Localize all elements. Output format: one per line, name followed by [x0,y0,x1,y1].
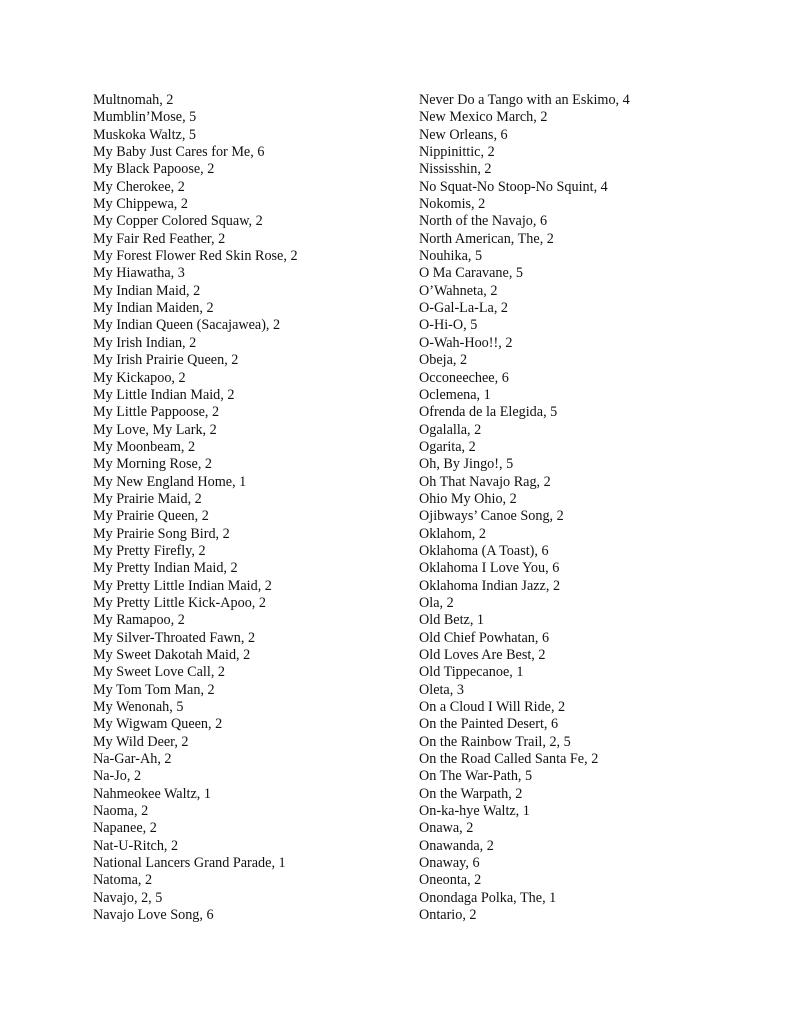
index-entry: Ojibways’ Canoe Song, 2 [419,508,564,525]
index-entry: Na-Jo, 2 [93,768,142,785]
index-entry: Onawa, 2 [419,820,474,837]
index-entry: My Pretty Little Indian Maid, 2 [93,577,272,594]
index-entry: Old Loves Are Best, 2 [419,647,546,663]
index-entry: My Wigwam Queen, 2 [93,716,223,733]
index-entry: My Silver-Throated Fawn, 2 [93,629,256,646]
index-entry: Ontario, 2 [419,907,477,924]
index-entry: My Pretty Little Kick-Apoo, 2 [93,594,266,611]
index-entry: Oklahoma Indian Jazz, 2 [419,577,561,594]
index-entry: O Ma Caravane, 5 [419,265,524,282]
index-entry: My Wenonah, 5 [93,699,184,716]
index-entry: Ogalalla, 2 [419,421,482,438]
index-entry: My Wild Deer, 2 [93,733,189,750]
index-entry: Natoma, 2 [93,872,153,889]
index-entry: Napanee, 2 [93,820,157,837]
index-entry: New Mexico March, 2 [419,109,548,126]
index-entry: Oklahoma I Love You, 6 [419,560,560,577]
index-entry: My Indian Maid, 2 [93,282,201,299]
index-entry: My Hiawatha, 3 [93,265,185,282]
index-column-right [419,92,630,925]
index-entry: North American, The, 2 [419,230,554,247]
index-entry: My Prairie Queen, 2 [93,508,209,525]
index-entry: My Pretty Firefly, 2 [93,542,206,559]
index-entry: Nississhin, 2 [419,161,492,178]
index-entry: On the Warpath, 2 [419,785,523,802]
index-entry: My Forest Flower Red Skin Rose, 2 [93,248,298,265]
index-entry: Na-Gar-Ah, 2 [93,751,172,768]
index-entry: Old Betz, 1 [419,612,485,629]
index-entry: My Indian Maiden, 2 [93,300,214,317]
index-entry: Onawanda, 2 [419,837,494,854]
index-entry: My Moonbeam, 2 [93,438,196,455]
index-entry: Naoma, 2 [93,803,149,820]
index-entry: My Morning Rose, 2 [93,456,213,473]
index-entry: O-Gal-La-La, 2 [419,300,509,317]
index-entry: Oh That Navajo Rag, 2 [419,473,551,490]
index-entry: Oklahoma (A Toast), 6 [419,542,549,559]
index-entry: Navajo Love Song, 6 [93,907,214,924]
index-entry: Oclemena, 1 [419,386,491,403]
index-entry: My Irish Prairie Queen, 2 [93,352,239,369]
index-entry: My Indian Queen (Sacajawea), 2 [93,317,281,334]
index-entry: Ohio My Ohio, 2 [419,490,517,507]
index-entry: Obeja, 2 [419,352,468,369]
index-entry: Multnomah, 2 [93,92,174,108]
index-entry: On The War-Path, 5 [419,768,533,785]
index-entry: Never Do a Tango with an Eskimo, 4 [419,92,630,108]
index-entry: My New England Home, 1 [93,473,247,490]
index-entry: My Irish Indian, 2 [93,334,197,351]
index-entry: Mumblin’Mose, 5 [93,109,197,126]
index-entry: Nippinittic, 2 [419,144,495,161]
index-entry: Occoneechee, 6 [419,369,509,386]
index-entry: Ola, 2 [419,594,454,611]
index-entry: My Sweet Love Call, 2 [93,664,226,681]
index-entry: Muskoka Waltz, 5 [93,126,197,143]
index-entry: O’Wahneta, 2 [419,282,498,299]
index-entry: My Prairie Maid, 2 [93,490,202,507]
index-entry: On-ka-hye Waltz, 1 [419,803,530,820]
index-entry: My Love, My Lark, 2 [93,421,217,438]
index-entry: My Fair Red Feather, 2 [93,230,226,247]
index-entry: Oleta, 3 [419,681,464,698]
index-entry: My Copper Colored Squaw, 2 [93,213,263,230]
index-entry: Onaway, 6 [419,855,480,872]
index-column-left [93,92,298,925]
index-entry: Nat-U-Ritch, 2 [93,837,179,854]
index-entry: Oneonta, 2 [419,872,482,889]
index-entry: My Tom Tom Man, 2 [93,681,215,698]
index-entry: My Black Papoose, 2 [93,161,215,178]
index-entry: Onondaga Polka, The, 1 [419,889,557,906]
index-entry: Ogarita, 2 [419,438,476,455]
index-entry: Oklahom, 2 [419,525,486,542]
index-entry: My Little Indian Maid, 2 [93,386,235,403]
index-entry: My Little Pappoose, 2 [93,404,220,421]
index-entry: Ofrenda de la Elegida, 5 [419,404,558,421]
index-entry: Nouhika, 5 [419,248,483,265]
index-entry: On the Road Called Santa Fe, 2 [419,751,599,768]
index-entry: O-Hi-O, 5 [419,317,478,334]
index-entry: My Cherokee, 2 [93,178,185,195]
index-entry: Old Tippecanoe, 1 [419,664,524,681]
index-entry: Navajo, 2, 5 [93,889,163,906]
index-entry: My Pretty Indian Maid, 2 [93,560,238,577]
index-entry: Oh, By Jingo!, 5 [419,456,514,473]
index-entry: My Sweet Dakotah Maid, 2 [93,647,251,663]
index-entry: National Lancers Grand Parade, 1 [93,855,286,872]
index-entry: Nahmeokee Waltz, 1 [93,785,211,802]
index-entry: Old Chief Powhatan, 6 [419,629,550,646]
index-entry: New Orleans, 6 [419,126,508,143]
index-entry: My Kickapoo, 2 [93,369,186,386]
index-entry: My Baby Just Cares for Me, 6 [93,144,265,161]
index-entry: My Ramapoo, 2 [93,612,185,629]
index-entry: On the Painted Desert, 6 [419,716,559,733]
index-entry: Nokomis, 2 [419,196,486,213]
index-entry: North of the Navajo, 6 [419,213,548,230]
index-entry: On the Rainbow Trail, 2, 5 [419,733,571,750]
index-entry: No Squat-No Stoop-No Squint, 4 [419,178,608,195]
index-entry: My Chippewa, 2 [93,196,188,213]
index-entry: O-Wah-Hoo!!, 2 [419,334,513,351]
index-entry: On a Cloud I Will Ride, 2 [419,699,566,716]
index-entry: My Prairie Song Bird, 2 [93,525,230,542]
